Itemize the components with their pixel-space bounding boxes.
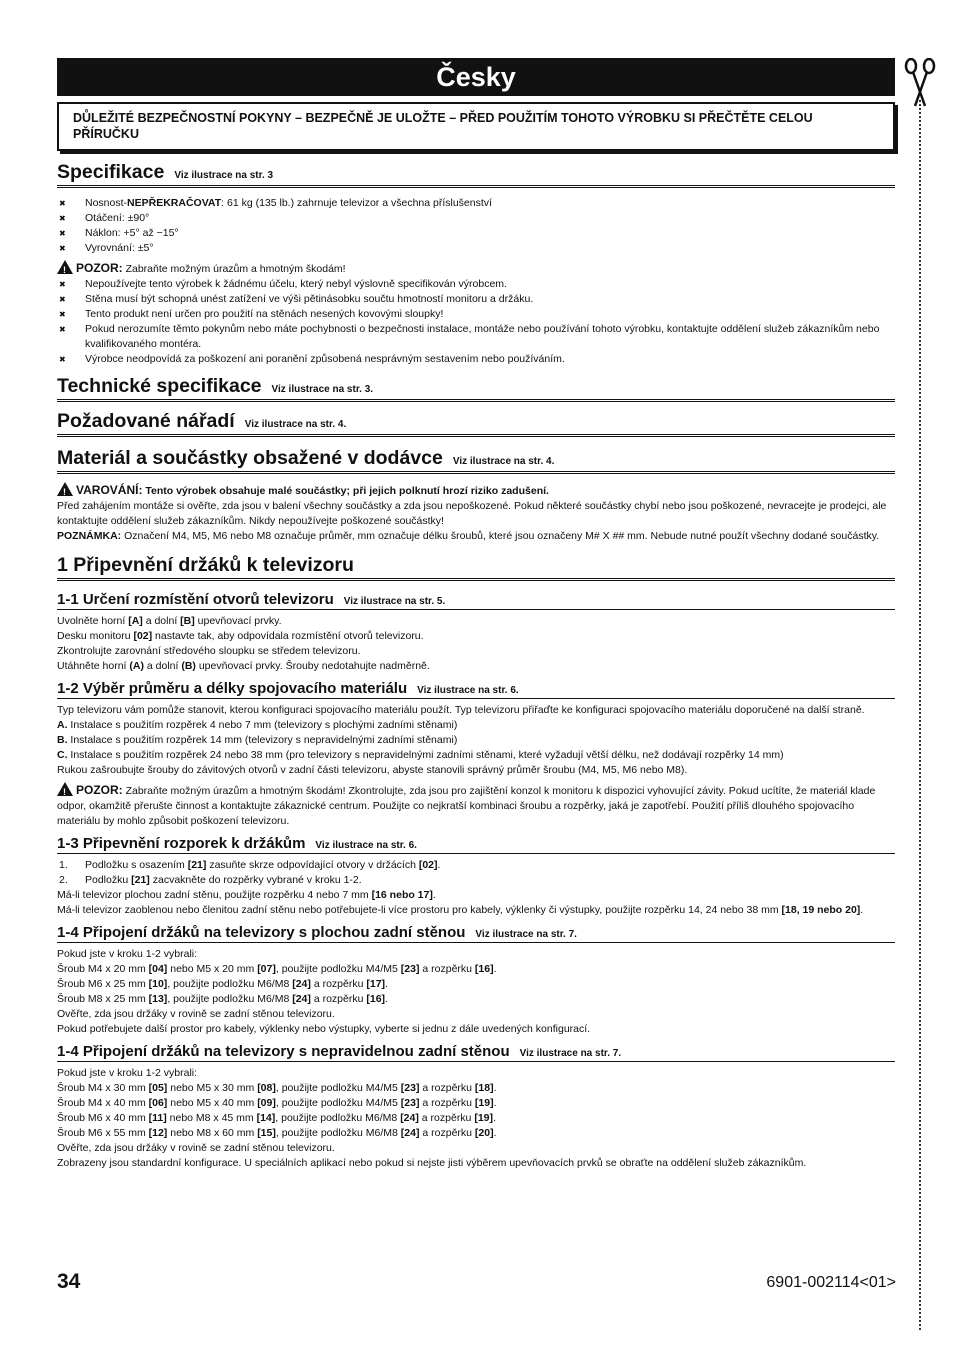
page-number: 34: [57, 1270, 81, 1293]
list-item: Šroub M6 x 55 mm [12] nebo M8 x 60 mm [15], použijte podložku M6/M8 [24] a rozpěrku [20].: [57, 1127, 497, 1139]
important-notice: DŮLEŽITÉ BEZPEČNOSTNÍ POKYNY – BEZPEČNĚ JE ULOŽTE – PŘED POUŽITÍM TOHOTO VÝROBKU SI PŘEČTĚTE CELOU PŘÍRUČKU: [57, 102, 895, 151]
section-title: Specifikace: [57, 161, 165, 183]
subsection-title: 1-4 Připojení držáků na televizory s plochou zadní stěnou: [57, 924, 466, 941]
list-item: ✖ Nepoužívejte tento výrobek k žádnému účelu, který nebyl výslovně specifikován výrobcem.: [57, 277, 895, 292]
page-content: [57, 58, 895, 1171]
text-paragraph: Typ televizoru vám pomůže stanovit, kterou konfiguraci spojovacího materiálu použít. Typ televizoru přiřaďte ke konfiguraci spojovacího materiálu doporučené na další straně.: [57, 704, 865, 716]
text-line: Pokud potřebujete další prostor pro kabely, výklenky nebo výstupky, vyberte si jednu z dále uvedených konfigurací.: [57, 1023, 591, 1035]
caution-paragraph: ! POZOR: Zabraňte možným úrazům a hmotným škodám! Zkontrolujte, zda jsou pro zajištění konzol k monitoru k dispozici vyhovující závity. Pokud ucítíte, že materiál klade odpor, okamžitě přerušte činnost a kontaktujte zákaznické centrum. Použijte co nejkratší kombinaci šroubu a rozpěrky, jaká je zapotřebí. Použití příliš dlouhého spojovacího materiálu by mohlo způsobit poškození televizoru.: [57, 783, 876, 827]
warning-triangle-icon: !: [57, 782, 73, 796]
text-line: Má-li televizor zaoblenou nebo členitou zadní stěnu nebo potřebujete-li více prostoru pro kabely, výklenky či výstupky, použijte rozpěrku 14, 24 nebo 38 mm [18, 19 nebo 20].: [57, 904, 864, 916]
warning-triangle-icon: !: [57, 482, 73, 496]
warning-triangle-icon: !: [57, 260, 73, 274]
text-line: Zobrazeny jsou standardní konfigurace. U speciálních aplikací nebo pokud si nejste jisti výběrem upevňovacích prvků se obraťte na oddělení služeb zákazníkům.: [57, 1157, 807, 1169]
section-title: Technické specifikace: [57, 375, 262, 397]
subsection-title: 1-1 Určení rozmístění otvorů televizoru: [57, 591, 334, 608]
parts-paragraph: Před zahájením montáže si ověřte, zda jsou v balení všechny součástky a zda jsou nepoškozené. Pokud některé součástky chybí nebo jsou poškozené, nevracejte je prodejci, ale kontaktujte oddělení služeb zákazníkům. Nikdy nepoužívejte poškozené součástky!: [57, 500, 887, 527]
caution-list: [57, 277, 895, 367]
list-item: ✖ Nosnost-NEPŘEKRAČOVAT: 61 kg (135 lb.) zahrnuje televizor a všechna příslušenství: [57, 196, 895, 211]
text-line: Ověřte, zda jsou držáky v rovině se zadní stěnou televizoru.: [57, 1142, 335, 1154]
subsection-ref: Viz ilustrace na str. 6.: [315, 840, 417, 851]
section-title: 1 Připevnění držáků k televizoru: [57, 554, 354, 576]
text-line: A. Instalace s použitím rozpěrek 4 nebo 7 mm (televizory s plochými zadními stěnami): [57, 719, 458, 731]
subsection-title: 1-4 Připojení držáků na televizory s nepravidelnou zadní stěnou: [57, 1043, 510, 1060]
list-item: ✖ Výrobce neodpovídá za poškození ani poranění způsobená nesprávným sestavením nebo používáním.: [57, 352, 895, 367]
subsection-ref: Viz ilustrace na str. 5.: [343, 596, 446, 607]
list-item: ✖ Stěna musí být schopná unést zatížení ve výši pětinásobku součtu hmotností monitoru a držáku.: [57, 292, 895, 307]
list-item: Šroub M4 x 40 mm [06] nebo M5 x 40 mm [09], použijte podložku M4/M5 [23] a rozpěrku [19].: [57, 1097, 497, 1109]
section-title: Požadované nářadí: [57, 410, 235, 432]
list-item: ✖ Otáčení: ±90°: [57, 211, 895, 226]
subsection-1-2-header: [57, 680, 895, 699]
text-line: Má-li televizor plochou zadní stěnu, použijte rozpěrku 4 nebo 7 mm [16 nebo 17].: [57, 889, 436, 901]
section-ref: Viz ilustrace na str. 3.: [271, 384, 374, 395]
subsection-ref: Viz ilustrace na str. 7.: [519, 1048, 622, 1059]
text-line: Rukou zašroubujte šrouby do závitových otvorů v zadní části televizoru, abyste stanovili správný průměr šroubu (M4, M5, M6 nebo M8).: [57, 764, 688, 776]
section-ref: Viz ilustrace na str. 4.: [452, 456, 555, 467]
steps-list: [57, 858, 895, 888]
subsection-1-4a-header: [57, 924, 895, 943]
section-tech-header: [57, 375, 895, 402]
list-item: ✖ Pokud nerozumíte těmto pokynům nebo máte pochybnosti o bezpečnosti instalace, montáže nebo používání tohoto výrobku, kontaktujte oddělení služeb zákazníkům nebo kvalifikovaného montéra.: [57, 322, 895, 352]
page-title: Česky: [57, 58, 895, 96]
list-item: Šroub M4 x 20 mm [04] nebo M5 x 20 mm [07], použijte podložku M4/M5 [23] a rozpěrku [16].: [57, 963, 497, 975]
config-list: [57, 962, 895, 1007]
section-parts-header: [57, 447, 895, 474]
warning-line: ! VAROVÁNÍ: Tento výrobek obsahuje malé součástky; při jejich polknutí hrozí riziko zadušení.: [57, 482, 895, 499]
section-title: Materiál a součástky obsažené v dodávce: [57, 447, 443, 469]
text-line: Uvolněte horní [A] a dolní [B] upevňovací prvky.: [57, 615, 282, 627]
cut-line: [919, 100, 921, 1330]
parts-note: POZNÁMKA: Označení M4, M5, M6 nebo M8 označuje průměr, mm označuje délku šroubů, které jsou označeny M# X ## mm. Nebude nutné použít všechny dodané součástky.: [57, 530, 880, 542]
subsection-1-4b-header: [57, 1043, 895, 1062]
specs-list: [57, 196, 895, 256]
document-code: 6901-002114<01>: [766, 1274, 896, 1291]
list-item: 1. Podložku s osazením [21] zasuňte skrze odpovídající otvory v držácích [02].: [59, 859, 441, 871]
section-1-header: [57, 554, 895, 581]
text-line: Pokud jste v kroku 1-2 vybrali:: [57, 1067, 198, 1079]
config-list: [57, 1081, 895, 1141]
section-ref: Viz ilustrace na str. 4.: [244, 419, 347, 430]
subsection-ref: Viz ilustrace na str. 7.: [475, 929, 577, 940]
text-line: C. Instalace s použitím rozpěrek 24 nebo 38 mm (pro televizory s nepravidelnými zadními stěnami, které vyžadují větší délku, než dodávají rozpěrky 14 mm): [57, 749, 784, 761]
list-item: ✖ Vyrovnání: ±5°: [57, 241, 895, 256]
text-line: Pokud jste v kroku 1-2 vybrali:: [57, 948, 198, 960]
section-ref: Viz ilustrace na str. 3: [174, 170, 274, 181]
list-item: ✖ Tento produkt není určen pro použití na stěnách nesených kovovými sloupky!: [57, 307, 895, 322]
section-tools-header: [57, 410, 895, 437]
text-line: Desku monitoru [02] nastavte tak, aby odpovídala rozmístění otvorů televizoru.: [57, 630, 424, 642]
subsection-title: 1-3 Připevnění rozporek k držákům: [57, 835, 306, 852]
text-line: Zkontrolujte zarovnání středového sloupku se středem televizoru.: [57, 645, 361, 657]
subsection-1-1-header: [57, 591, 895, 610]
subsection-1-3-header: [57, 835, 895, 854]
text-line: Ověřte, zda jsou držáky v rovině se zadní stěnou televizoru.: [57, 1008, 335, 1020]
list-item: Šroub M4 x 30 mm [05] nebo M5 x 30 mm [08], použijte podložku M4/M5 [23] a rozpěrku [18].: [57, 1082, 497, 1094]
list-item: Šroub M6 x 25 mm [10], použijte podložku M6/M8 [24] a rozpěrku [17].: [57, 978, 388, 990]
list-item: Šroub M8 x 25 mm [13], použijte podložku M6/M8 [24] a rozpěrku [16].: [57, 993, 388, 1005]
text-line: B. Instalace s použitím rozpěrek 14 mm (televizory s nepravidelnými zadními stěnami): [57, 734, 458, 746]
subsection-title: 1-2 Výběr průměru a délky spojovacího materiálu: [57, 680, 408, 697]
text-line: Utáhněte horní (A) a dolní (B) upevňovací prvky. Šrouby nedotahujte nadměrně.: [57, 660, 430, 672]
list-item: ✖ Náklon: +5° až −15°: [57, 226, 895, 241]
section-specs-header: [57, 161, 895, 188]
list-item: 2. Podložku [21] zacvakněte do rozpěrky vybrané v kroku 1-2.: [59, 874, 362, 886]
list-item: Šroub M6 x 40 mm [11] nebo M8 x 45 mm [14], použijte podložku M6/M8 [24] a rozpěrku [19].: [57, 1112, 496, 1124]
subsection-ref: Viz ilustrace na str. 6.: [417, 685, 519, 696]
caution-line: ! POZOR: Zabraňte možným úrazům a hmotným škodám!: [57, 260, 895, 277]
